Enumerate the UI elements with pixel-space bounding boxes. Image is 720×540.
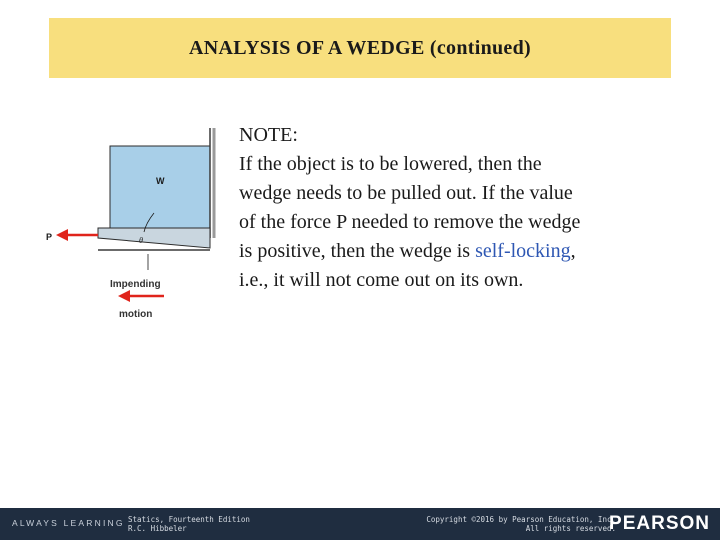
note-line-4-pre: is positive, then the wedge is xyxy=(239,240,476,262)
book-info xyxy=(128,515,250,533)
note-text xyxy=(239,121,669,295)
block-w xyxy=(110,146,210,228)
impending-label: Impending xyxy=(110,279,161,290)
motion-label: motion xyxy=(119,309,153,320)
self-locking-term: self-locking xyxy=(475,240,571,262)
note-heading: NOTE: xyxy=(239,124,298,146)
always-learning-tagline: ALWAYS LEARNING xyxy=(12,518,125,528)
note-line-3: of the force P needed to remove the wedge xyxy=(239,211,581,233)
footer-bar xyxy=(0,508,720,540)
copyright-line-2: All rights reserved. xyxy=(525,524,616,533)
wedge-figure xyxy=(44,128,234,328)
note-line-1: If the object is to be lowered, then the xyxy=(239,153,542,175)
note-line-5: i.e., it will not come out on its own. xyxy=(239,269,524,291)
title-banner xyxy=(49,18,671,78)
book-title: Statics, Fourteenth Edition xyxy=(128,515,250,524)
note-line-4 xyxy=(239,237,669,266)
book-author: R.C. Hibbeler xyxy=(128,524,187,533)
force-p-label: P xyxy=(46,232,53,242)
wedge xyxy=(98,228,210,248)
copyright-line-1: Copyright ©2016 by Pearson Education, Inc. xyxy=(426,515,616,524)
angle-label: θ xyxy=(139,236,143,245)
force-p-arrowhead xyxy=(56,229,68,241)
note-line-2: wedge needs to be pulled out. If the value xyxy=(239,182,573,204)
slide-title: ANALYSIS OF A WEDGE (continued) xyxy=(189,36,531,59)
block-w-label: W xyxy=(156,176,165,186)
motion-arrowhead xyxy=(118,290,130,302)
note-line-4-post: , xyxy=(570,240,576,262)
copyright-notice xyxy=(426,515,616,533)
pearson-logo: PEARSON xyxy=(609,513,710,534)
